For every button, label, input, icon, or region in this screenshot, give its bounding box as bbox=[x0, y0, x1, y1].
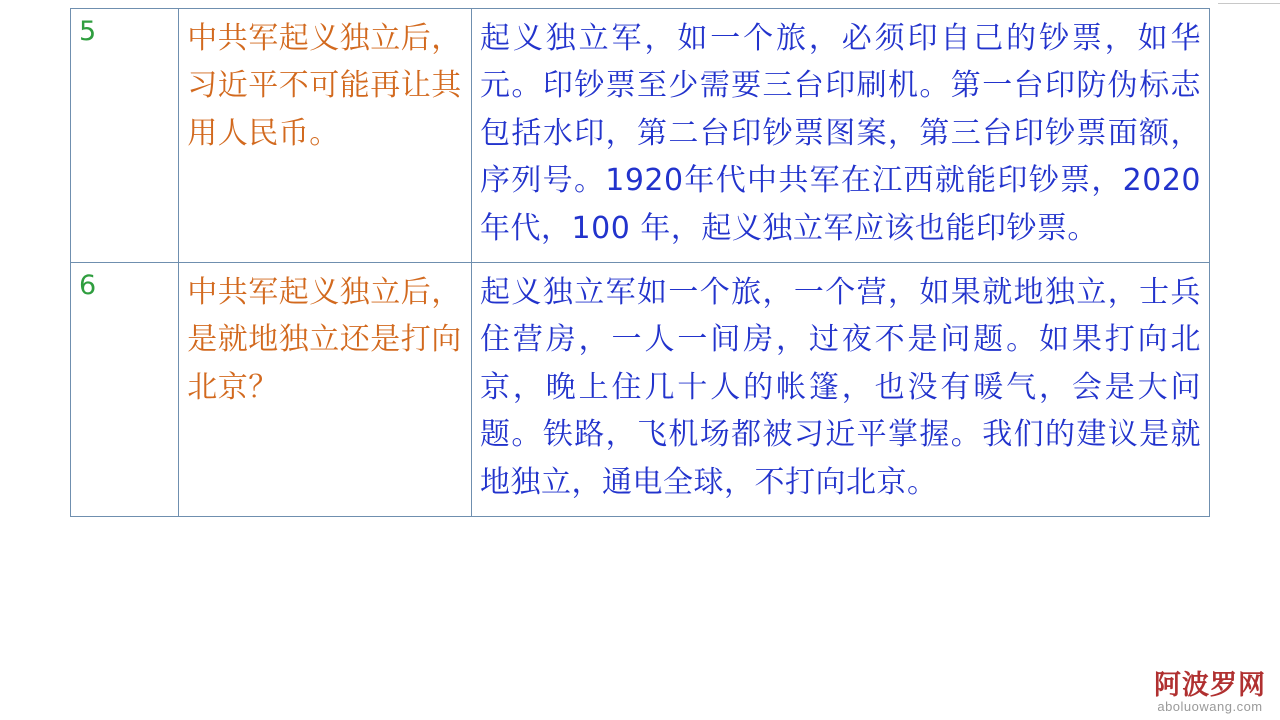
watermark-main-text: 阿波罗网 bbox=[1154, 670, 1266, 702]
row-question: 中共军起义独立后，习近平不可能再让其用人民币。 bbox=[179, 9, 472, 263]
watermark-sub-text: aboluowang.com bbox=[1157, 699, 1263, 715]
row-answer: 起义独立军，如一个旅，必须印自己的钞票，如华元。印钞票至少需要三台印刷机。第一台印防伪标志包括水印，第二台印钞票图案，第三台印钞票面额，序列号。1920年代中共军在江西就能印钞票，2020 年代，100 年，起义独立军应该也能印钞票。 bbox=[472, 9, 1210, 263]
table-row bbox=[71, 262, 1210, 516]
top-right-rule bbox=[1218, 3, 1280, 4]
row-number: 6 bbox=[71, 262, 179, 516]
table-row bbox=[71, 9, 1210, 263]
row-answer: 起义独立军如一个旅，一个营，如果就地独立，士兵住营房，一人一间房，过夜不是问题。如果打向北京，晚上住几十人的帐篷，也没有暖气，会是大问题。铁路，飞机场都被习近平掌握。我们的建议是就地独立，通电全球，不打向北京。 bbox=[472, 262, 1210, 516]
watermark bbox=[1154, 672, 1266, 714]
row-question: 中共军起义独立后，是就地独立还是打向北京？ bbox=[179, 262, 472, 516]
qa-table bbox=[70, 8, 1210, 517]
row-number: 5 bbox=[71, 9, 179, 263]
